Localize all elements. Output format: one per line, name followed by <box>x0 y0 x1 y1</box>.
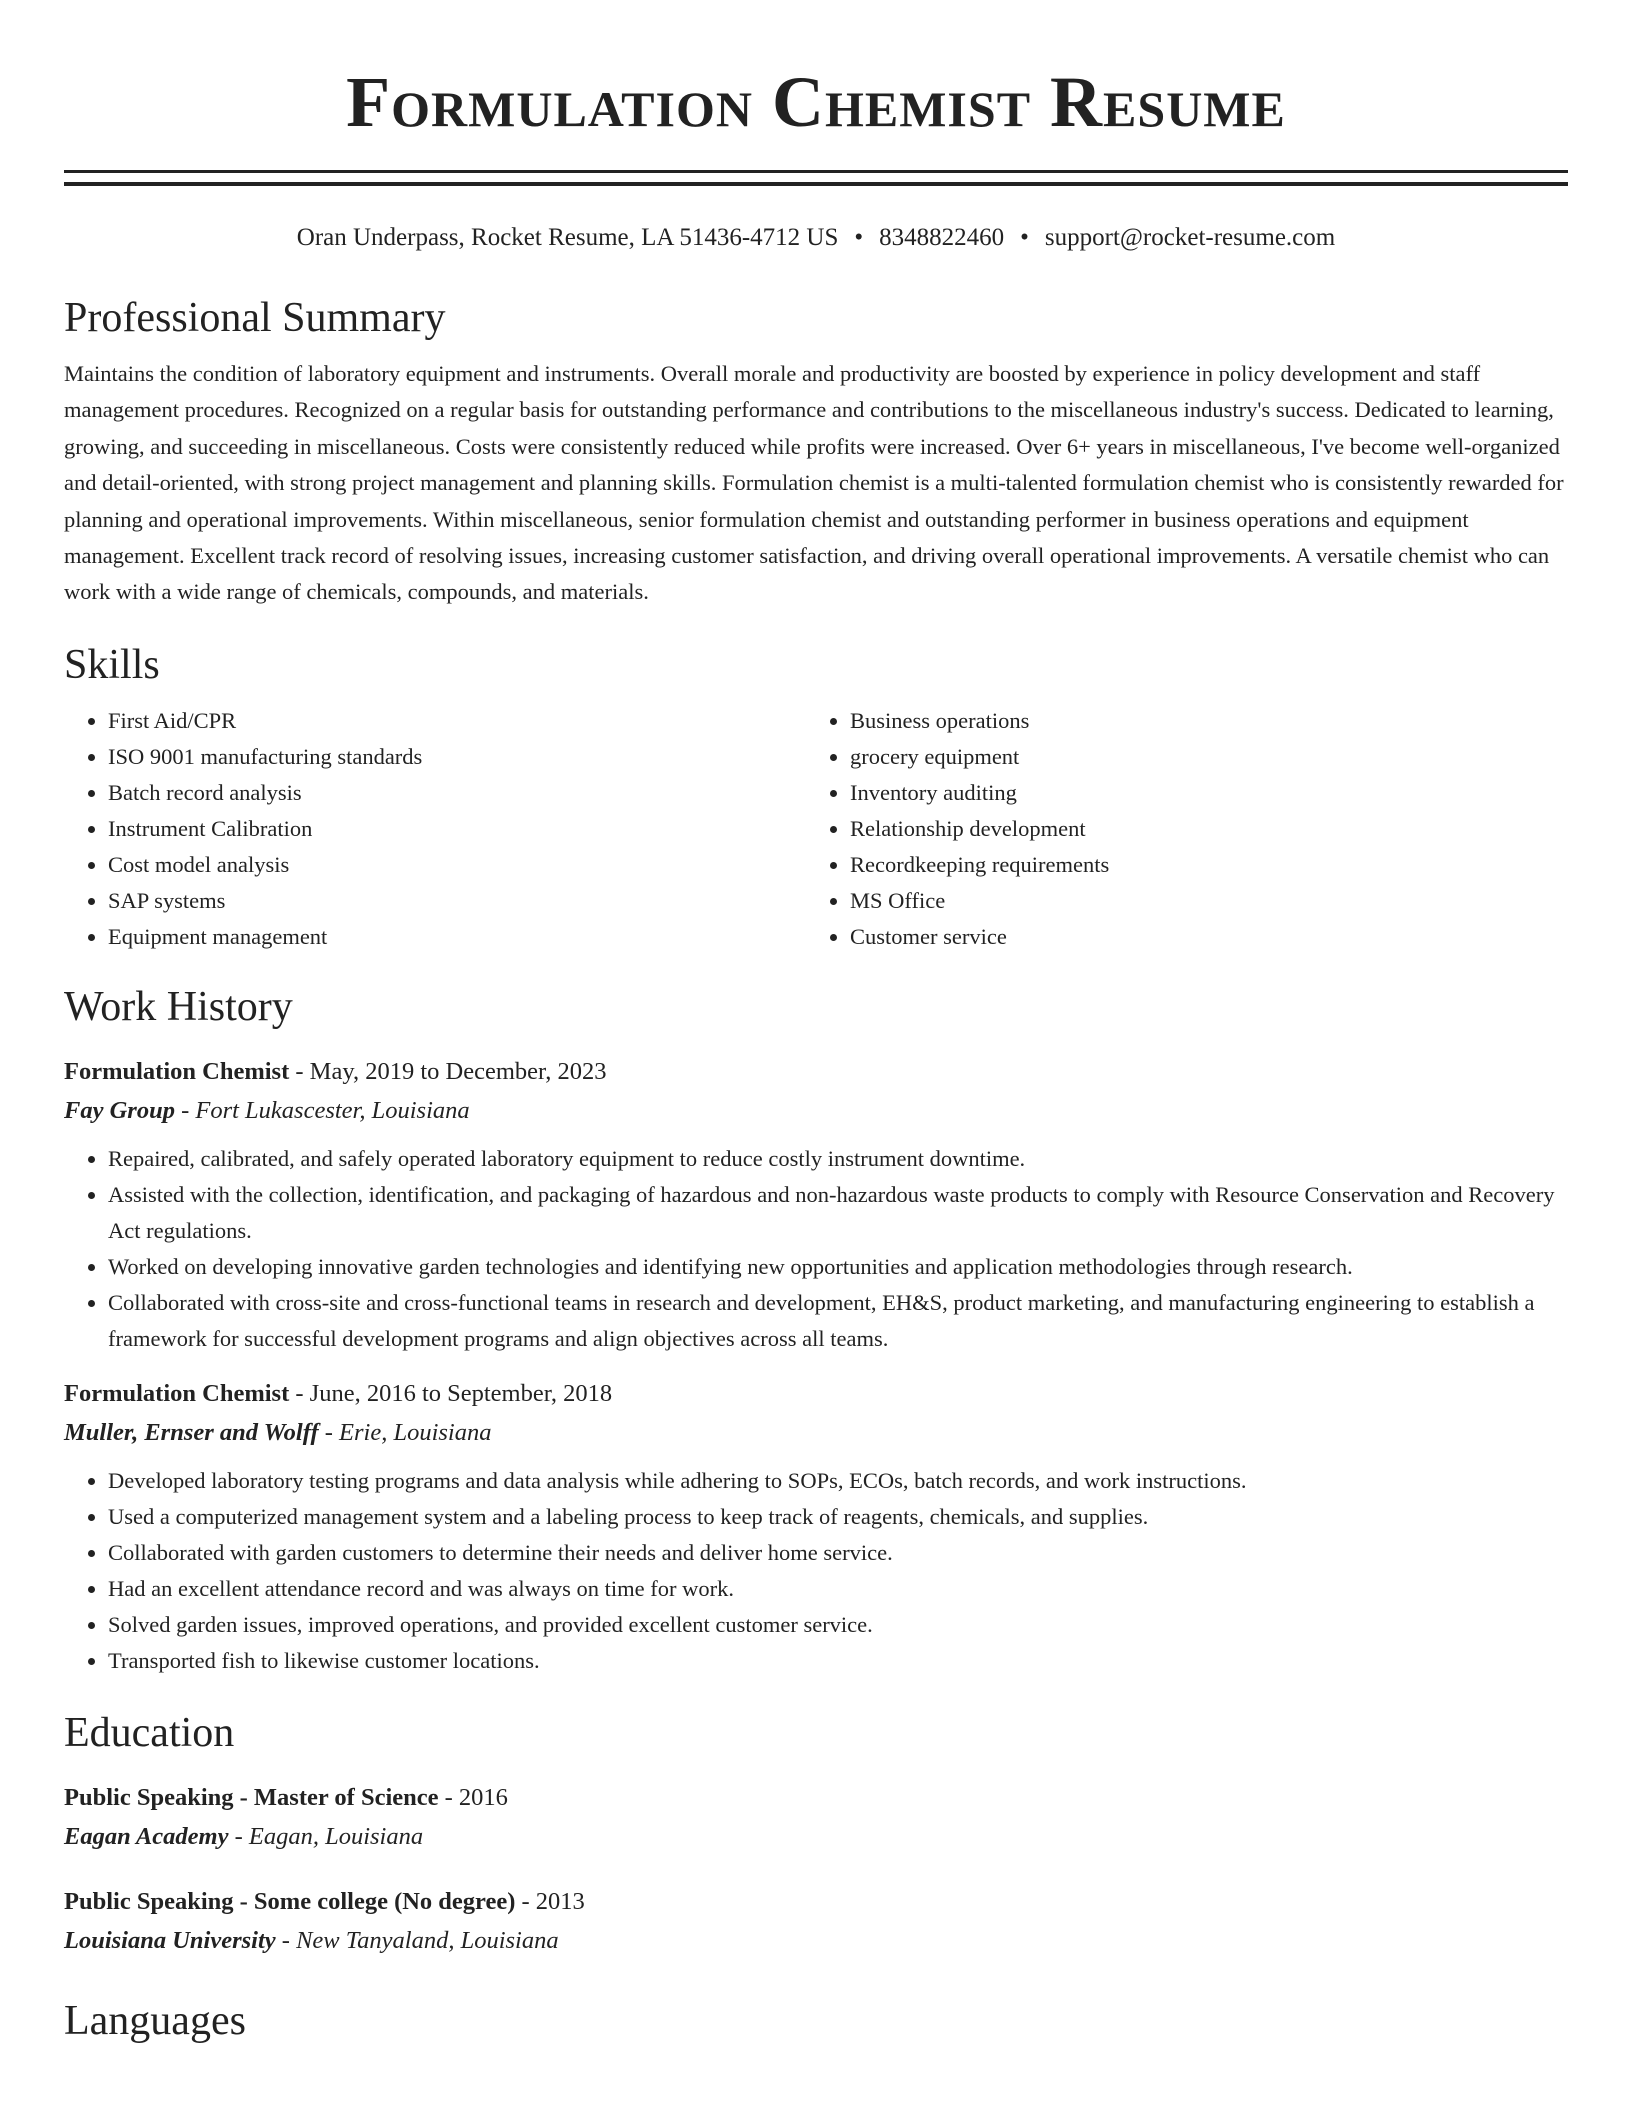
job-dates: - May, 2019 to December, 2023 <box>289 1057 607 1085</box>
job-title-line <box>64 1053 1568 1091</box>
resume-title: Formulation Chemist Resume <box>346 62 1286 142</box>
education-degree-line <box>64 1779 1568 1817</box>
job-title: Formulation Chemist <box>64 1379 290 1407</box>
job-bullets <box>64 1463 1568 1679</box>
skill-item: • MS Office <box>850 883 1546 919</box>
skill-item: • SAP systems <box>108 883 806 919</box>
job-bullet: • Used a computerized management system and a labeling process to keep track of reagents, chemicals, and supplies. <box>108 1499 1568 1535</box>
job-bullet: • Collaborated with garden customers to determine their needs and deliver home service. <box>108 1535 1568 1571</box>
skill-item: • grocery equipment <box>850 739 1546 775</box>
job-location: - Fort Lukascester, Louisiana <box>174 1096 470 1124</box>
contact-address: Oran Underpass, Rocket Resume, LA 51436-4712 US <box>296 224 839 251</box>
skill-item: • Instrument Calibration <box>108 811 806 847</box>
skill-item: • Customer service <box>850 919 1546 955</box>
job-bullet: • Collaborated with cross-site and cross-functional teams in research and development, EH&S, product marketing, and manufacturing engineering to establish a framework for successful development programs and align objectives across all teams. <box>108 1285 1568 1357</box>
education-degree: Public Speaking - Some college (No degree) <box>64 1887 516 1915</box>
job-entry <box>64 1375 1568 1679</box>
title-divider <box>64 170 1568 186</box>
education-school: Louisiana University <box>64 1926 276 1954</box>
summary-text: Maintains the condition of laboratory equipment and instruments. Overall morale and productivity are boosted by experience in policy development and staff management procedures. Recognized on a regular basis for outstanding performance and contributions to the miscellaneous industry's success. Dedicated to learning, growing, and succeeding in miscellaneous. Costs were consistently reduced while profits were increased. Over 6+ years in miscellaneous, I've become well-organized and detail-oriented, with strong project management and planning skills. Formulation chemist is a multi-talented formulation chemist who is consistently rewarded for planning and operational improvements. Within miscellaneous, senior formulation chemist and outstanding performer in business operations and equipment management. Excellent track record of resolving issues, increasing customer satisfaction, and driving overall operational improvements. A versatile chemist who can work with a wide range of chemicals, compounds, and materials. <box>64 361 1564 605</box>
job-company: Fay Group <box>64 1096 175 1124</box>
contact-separator: • <box>1020 224 1029 251</box>
summary-heading: Professional Summary <box>64 295 446 341</box>
education-entry <box>64 1883 1568 1961</box>
skill-item: • Inventory auditing <box>850 775 1546 811</box>
education-school: Eagan Academy <box>64 1822 229 1850</box>
job-bullet: • Assisted with the collection, identification, and packaging of hazardous and non-hazardous waste products to comply with Resource Conservation and Recovery Act regulations. <box>108 1177 1568 1249</box>
job-entry <box>64 1053 1568 1357</box>
education-degree: Public Speaking - Master of Science <box>64 1783 439 1811</box>
skills-left-list <box>64 703 806 955</box>
job-company-line <box>64 1413 1568 1453</box>
job-bullets <box>64 1141 1568 1357</box>
job-bullet: • Solved garden issues, improved operations, and provided excellent customer service. <box>108 1607 1568 1643</box>
job-bullet: • Transported fish to likewise customer locations. <box>108 1643 1568 1679</box>
job-bullet: • Had an excellent attendance record and was always on time for work. <box>108 1571 1568 1607</box>
languages-heading: Languages <box>64 1997 246 2044</box>
skills-right-list <box>806 703 1546 955</box>
job-bullet: • Repaired, calibrated, and safely operated laboratory equipment to reduce costly instrument downtime. <box>108 1141 1568 1177</box>
education-year: - 2016 <box>438 1783 508 1811</box>
education-location: - Eagan, Louisiana <box>228 1822 424 1850</box>
job-company: Muller, Ernser and Wolff <box>64 1418 319 1446</box>
contact-line <box>64 222 1568 254</box>
education-year: - 2013 <box>515 1887 585 1915</box>
skill-item: • Recordkeeping requirements <box>850 847 1546 883</box>
education-school-line <box>64 1921 1568 1961</box>
job-company-line <box>64 1091 1568 1131</box>
education-degree-line <box>64 1883 1568 1921</box>
skill-item: • Relationship development <box>850 811 1546 847</box>
contact-separator: • <box>854 224 864 251</box>
job-title: Formulation Chemist <box>64 1057 290 1085</box>
education-heading: Education <box>64 1709 235 1756</box>
contact-email: support@rocket-resume.com <box>1044 224 1336 251</box>
education-location: - New Tanyaland, Louisiana <box>275 1926 559 1954</box>
skill-item: • Batch record analysis <box>108 775 806 811</box>
contact-phone: 8348822460 <box>879 224 1005 251</box>
job-location: - Erie, Louisiana <box>318 1418 492 1446</box>
work-history-heading: Work History <box>64 983 293 1030</box>
skills-columns <box>64 703 1568 955</box>
skill-item: • ISO 9001 manufacturing standards <box>108 739 806 775</box>
job-dates: - June, 2016 to September, 2018 <box>289 1379 613 1407</box>
skill-item: • First Aid/CPR <box>108 703 806 739</box>
education-entry <box>64 1779 1568 1857</box>
skill-item: • Business operations <box>850 703 1546 739</box>
skill-item: • Equipment management <box>108 919 806 955</box>
job-bullet: • Developed laboratory testing programs and data analysis while adhering to SOPs, ECOs, batch records, and work instructions. <box>108 1463 1568 1499</box>
job-title-line <box>64 1375 1568 1413</box>
education-school-line <box>64 1817 1568 1857</box>
skill-item: • Cost model analysis <box>108 847 806 883</box>
job-bullet: • Worked on developing innovative garden technologies and identifying new opportunities and application methodologies through research. <box>108 1249 1568 1285</box>
skills-heading: Skills <box>64 641 160 688</box>
